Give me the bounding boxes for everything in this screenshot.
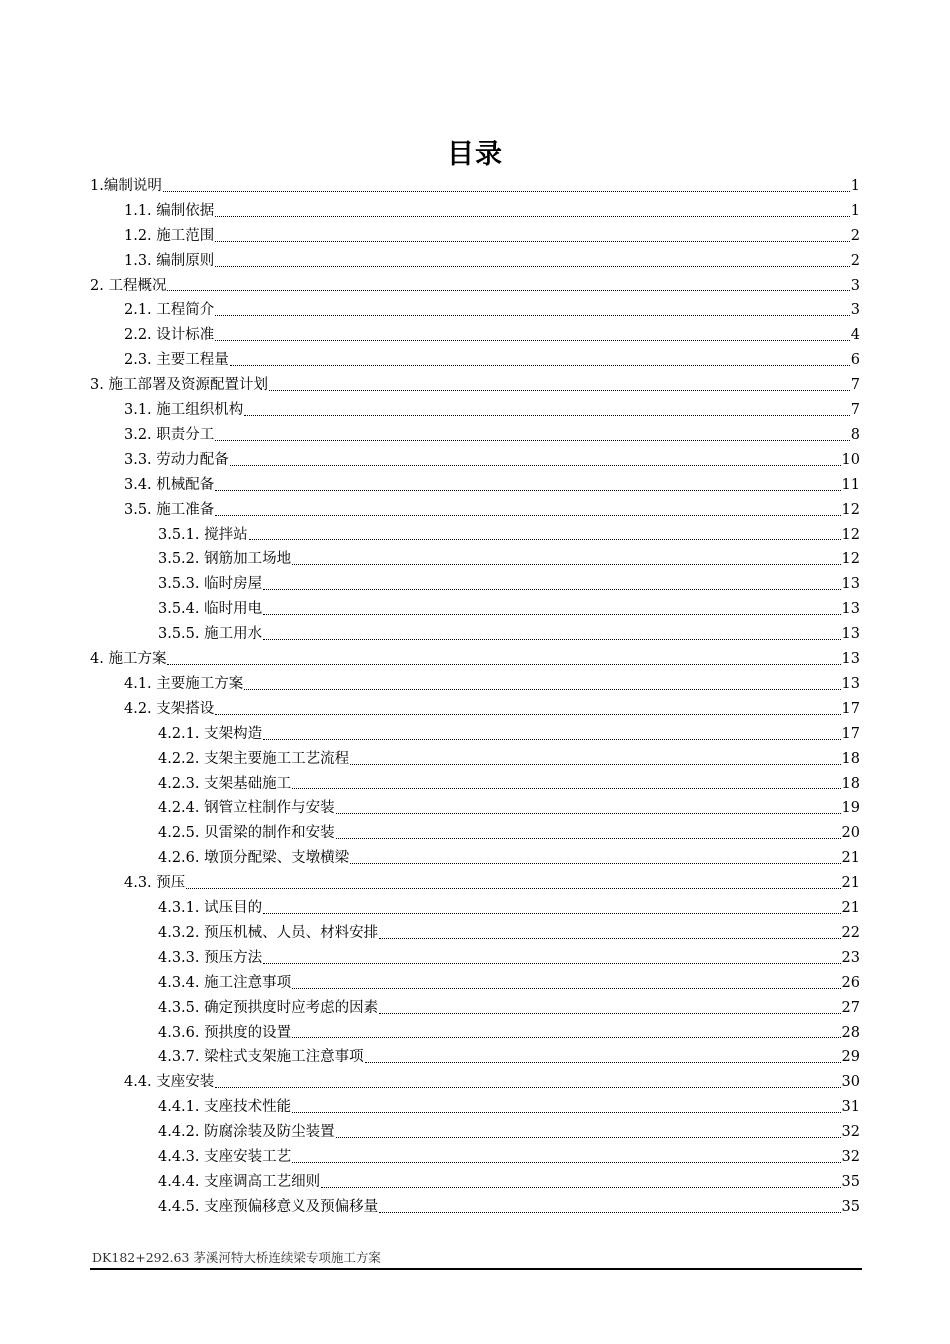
toc-entry-page: 13 bbox=[841, 601, 860, 618]
toc-entry-text: 4.2. 支架搭设 bbox=[124, 700, 215, 717]
toc-leader-dots bbox=[215, 315, 849, 316]
toc-entry-text: 4.1. 主要施工方案 bbox=[124, 675, 244, 692]
toc-entry-page: 21 bbox=[841, 850, 860, 867]
toc-leader-dots bbox=[350, 764, 840, 765]
toc-entry-page: 3 bbox=[850, 302, 860, 319]
toc-entry-text: 4.4.3. 支座安装工艺 bbox=[158, 1149, 292, 1166]
toc-entry-page: 11 bbox=[841, 476, 860, 493]
toc-entry-text: 4.4.4. 支座调高工艺细则 bbox=[158, 1173, 321, 1190]
toc-entry-text: 2.1. 工程简介 bbox=[124, 302, 215, 319]
toc-entry[interactable] bbox=[124, 348, 860, 373]
toc-entry-text: 2. 工程概况 bbox=[90, 277, 167, 294]
toc-entry[interactable] bbox=[124, 423, 860, 448]
toc-leader-dots bbox=[230, 365, 850, 366]
toc-entry-text: 4.4.5. 支座预偏移意义及预偏移量 bbox=[158, 1198, 379, 1215]
toc-entry-text: 4.3.4. 施工注意事项 bbox=[158, 974, 292, 991]
toc-entry-page: 32 bbox=[841, 1124, 860, 1141]
footer-text: DK182+292.63 茅溪河特大桥连续梁专项施工方案 bbox=[92, 1250, 381, 1265]
toc-entry-text: 4.3.7. 梁柱式支架施工注意事项 bbox=[158, 1049, 364, 1066]
toc-entry[interactable] bbox=[124, 249, 860, 274]
toc-leader-dots bbox=[292, 1112, 840, 1113]
toc-entry[interactable] bbox=[158, 921, 860, 946]
toc-entry[interactable] bbox=[158, 747, 860, 772]
toc-leader-dots bbox=[379, 1013, 840, 1014]
toc-leader-dots bbox=[167, 664, 840, 665]
toc-entry-text: 3.5.4. 临时用电 bbox=[158, 601, 263, 618]
toc-entry[interactable] bbox=[124, 448, 860, 473]
toc-entry[interactable] bbox=[158, 971, 860, 996]
toc-leader-dots bbox=[263, 963, 840, 964]
toc-entry-page: 21 bbox=[841, 875, 860, 892]
toc-leader-dots bbox=[249, 539, 841, 540]
toc-leader-dots bbox=[215, 440, 849, 441]
toc-entry-text: 1.2. 施工范围 bbox=[124, 227, 215, 244]
toc-leader-dots bbox=[292, 564, 840, 565]
toc-entry-page: 12 bbox=[841, 526, 860, 543]
toc-entry-page: 8 bbox=[850, 426, 860, 443]
toc-leader-dots bbox=[336, 813, 841, 814]
toc-entry-text: 3.3. 劳动力配备 bbox=[124, 451, 229, 468]
toc-entry[interactable] bbox=[124, 199, 860, 224]
toc-leader-dots bbox=[215, 714, 840, 715]
toc-entry-page: 10 bbox=[841, 451, 860, 468]
toc-leader-dots bbox=[292, 988, 840, 989]
toc-entry[interactable] bbox=[90, 274, 860, 299]
toc-entry-page: 1 bbox=[850, 202, 860, 219]
toc-entry-page: 17 bbox=[841, 725, 860, 742]
toc-entry-text: 4.2.4. 钢管立柱制作与安装 bbox=[158, 800, 335, 817]
toc-entry-page: 22 bbox=[841, 924, 860, 941]
toc-entry-text: 1.3. 编制原则 bbox=[124, 252, 215, 269]
toc-entry-page: 7 bbox=[850, 377, 860, 394]
toc-entry[interactable] bbox=[158, 896, 860, 921]
toc-entry[interactable] bbox=[158, 821, 860, 846]
toc-entry[interactable] bbox=[158, 722, 860, 747]
toc-leader-dots bbox=[186, 888, 840, 889]
toc-entry[interactable] bbox=[124, 697, 860, 722]
toc-entry-text: 4.4.2. 防腐涂装及防尘装置 bbox=[158, 1124, 335, 1141]
toc-entry[interactable] bbox=[158, 597, 860, 622]
toc-entry[interactable] bbox=[158, 1145, 860, 1170]
toc-entry-page: 19 bbox=[841, 800, 860, 817]
toc-entry[interactable] bbox=[158, 1021, 860, 1046]
toc-entry-page: 2 bbox=[850, 252, 860, 269]
toc-entry-text: 4.4.1. 支座技术性能 bbox=[158, 1099, 292, 1116]
toc-entry-page: 6 bbox=[850, 352, 860, 369]
toc-leader-dots bbox=[215, 490, 840, 491]
toc-entry-text: 3.5.3. 临时房屋 bbox=[158, 576, 263, 593]
toc-leader-dots bbox=[215, 1087, 840, 1088]
toc-leader-dots bbox=[263, 913, 840, 914]
toc-entry[interactable] bbox=[124, 672, 860, 697]
toc-leader-dots bbox=[292, 1162, 840, 1163]
toc-leader-dots bbox=[365, 1062, 841, 1063]
toc-entry[interactable] bbox=[158, 1046, 860, 1071]
toc-entry[interactable] bbox=[158, 996, 860, 1021]
toc-entry-text: 3.1. 施工组织机构 bbox=[124, 402, 244, 419]
toc-leader-dots bbox=[350, 863, 840, 864]
toc-entry-text: 1.1. 编制依据 bbox=[124, 202, 215, 219]
toc-entry-text: 3.5.1. 搅拌站 bbox=[158, 526, 248, 543]
toc-leader-dots bbox=[230, 465, 841, 466]
toc-entry-page: 17 bbox=[841, 700, 860, 717]
footer-rule bbox=[90, 1268, 862, 1270]
toc-leader-dots bbox=[292, 788, 840, 789]
toc-leader-dots bbox=[163, 191, 850, 192]
toc-entry[interactable] bbox=[158, 772, 860, 797]
toc-leader-dots bbox=[263, 589, 840, 590]
toc-entry-page: 13 bbox=[841, 576, 860, 593]
toc-entry-page: 18 bbox=[841, 775, 860, 792]
toc-entry-text: 3.2. 职责分工 bbox=[124, 426, 215, 443]
toc-leader-dots bbox=[263, 739, 840, 740]
toc-entry-text: 4.3. 预压 bbox=[124, 875, 186, 892]
toc-entry-page: 13 bbox=[841, 626, 860, 643]
toc-entry[interactable] bbox=[158, 622, 860, 647]
toc-entry[interactable] bbox=[124, 299, 860, 324]
toc-leader-dots bbox=[244, 689, 840, 690]
toc-entry-text: 3.5.2. 钢筋加工场地 bbox=[158, 551, 292, 568]
toc-entry-text: 4.2.6. 墩顶分配梁、支墩横梁 bbox=[158, 850, 350, 867]
toc-leader-dots bbox=[215, 241, 849, 242]
toc-entry-text: 4.2.1. 支架构造 bbox=[158, 725, 263, 742]
toc-entry[interactable] bbox=[158, 946, 860, 971]
toc-entry-text: 4. 施工方案 bbox=[90, 651, 167, 668]
toc-leader-dots bbox=[321, 1187, 840, 1188]
toc-entry-page: 29 bbox=[841, 1049, 860, 1066]
toc-entry[interactable] bbox=[90, 647, 860, 672]
toc-leader-dots bbox=[263, 639, 840, 640]
toc-entry-text: 4.2.3. 支架基础施工 bbox=[158, 775, 292, 792]
toc-entry-page: 20 bbox=[841, 825, 860, 842]
toc-entry[interactable] bbox=[158, 1195, 860, 1220]
toc-leader-dots bbox=[269, 390, 850, 391]
toc-entry[interactable] bbox=[124, 224, 860, 249]
toc-leader-dots bbox=[336, 1137, 841, 1138]
toc-leader-dots bbox=[263, 614, 840, 615]
toc-entry-text: 4.2.2. 支架主要施工工艺流程 bbox=[158, 750, 350, 767]
toc-entry-page: 26 bbox=[841, 974, 860, 991]
toc-entry-page: 13 bbox=[841, 675, 860, 692]
toc-entry[interactable] bbox=[158, 548, 860, 573]
toc-entry-page: 2 bbox=[850, 227, 860, 244]
toc-entry[interactable] bbox=[158, 572, 860, 597]
toc-entry[interactable] bbox=[124, 871, 860, 896]
toc-entry-page: 1 bbox=[850, 177, 860, 194]
toc-entry[interactable] bbox=[158, 1095, 860, 1120]
toc-entry-page: 4 bbox=[850, 327, 860, 344]
toc-entry[interactable] bbox=[124, 1070, 860, 1095]
toc-entry[interactable] bbox=[158, 1170, 860, 1195]
toc-leader-dots bbox=[379, 1212, 840, 1213]
toc-entry-text: 4.4. 支座安装 bbox=[124, 1074, 215, 1091]
toc-entry-text: 2.3. 主要工程量 bbox=[124, 352, 229, 369]
toc-entry-text: 4.3.5. 确定预拱度时应考虑的因素 bbox=[158, 999, 379, 1016]
toc-entry-page: 35 bbox=[841, 1198, 860, 1215]
toc-entry-page: 32 bbox=[841, 1149, 860, 1166]
toc-leader-dots bbox=[215, 515, 840, 516]
toc-entry[interactable] bbox=[90, 174, 860, 199]
toc-entry-page: 12 bbox=[841, 551, 860, 568]
toc-entry-text: 2.2. 设计标准 bbox=[124, 327, 215, 344]
toc-entry-text: 4.3.2. 预压机械、人员、材料安排 bbox=[158, 924, 379, 941]
toc-entry-text: 3.5.5. 施工用水 bbox=[158, 626, 263, 643]
toc-leader-dots bbox=[379, 938, 840, 939]
toc-entry-page: 35 bbox=[841, 1173, 860, 1190]
toc-entry-page: 30 bbox=[841, 1074, 860, 1091]
toc-leader-dots bbox=[167, 290, 849, 291]
toc-entry[interactable] bbox=[124, 473, 860, 498]
toc-entry[interactable] bbox=[158, 1120, 860, 1145]
toc-entry[interactable] bbox=[124, 498, 860, 523]
toc-entry[interactable] bbox=[158, 846, 860, 871]
toc-entry-text: 1.编制说明 bbox=[90, 177, 162, 194]
toc-entry-page: 21 bbox=[841, 900, 860, 917]
toc-entry-page: 27 bbox=[841, 999, 860, 1016]
toc-entry[interactable] bbox=[158, 523, 860, 548]
toc-leader-dots bbox=[292, 1037, 840, 1038]
toc-leader-dots bbox=[215, 216, 849, 217]
toc-leader-dots bbox=[215, 340, 849, 341]
toc-entry[interactable] bbox=[158, 797, 860, 822]
toc-entry-text: 4.3.6. 预拱度的设置 bbox=[158, 1024, 292, 1041]
toc-entry-text: 4.3.3. 预压方法 bbox=[158, 949, 263, 966]
toc-entry-page: 3 bbox=[850, 277, 860, 294]
page-title: 目录 bbox=[447, 139, 503, 170]
toc-entry-page: 18 bbox=[841, 750, 860, 767]
toc-entry-page: 23 bbox=[841, 949, 860, 966]
toc-entry-page: 31 bbox=[841, 1099, 860, 1116]
toc-entry-page: 7 bbox=[850, 402, 860, 419]
toc-entry[interactable] bbox=[124, 398, 860, 423]
toc-entry-text: 3. 施工部署及资源配置计划 bbox=[90, 377, 268, 394]
toc-entry[interactable] bbox=[124, 323, 860, 348]
toc-entry-text: 4.3.1. 试压目的 bbox=[158, 900, 263, 917]
toc-leader-dots bbox=[215, 266, 849, 267]
toc-entry-page: 12 bbox=[841, 501, 860, 518]
toc-leader-dots bbox=[244, 415, 849, 416]
toc-entry-text: 4.2.5. 贝雷梁的制作和安装 bbox=[158, 825, 335, 842]
toc-entry[interactable] bbox=[90, 373, 860, 398]
toc-entry-text: 3.5. 施工准备 bbox=[124, 501, 215, 518]
toc-entry-page: 28 bbox=[841, 1024, 860, 1041]
toc-entry-page: 13 bbox=[841, 651, 860, 668]
toc-leader-dots bbox=[336, 838, 841, 839]
toc-entry-text: 3.4. 机械配备 bbox=[124, 476, 215, 493]
